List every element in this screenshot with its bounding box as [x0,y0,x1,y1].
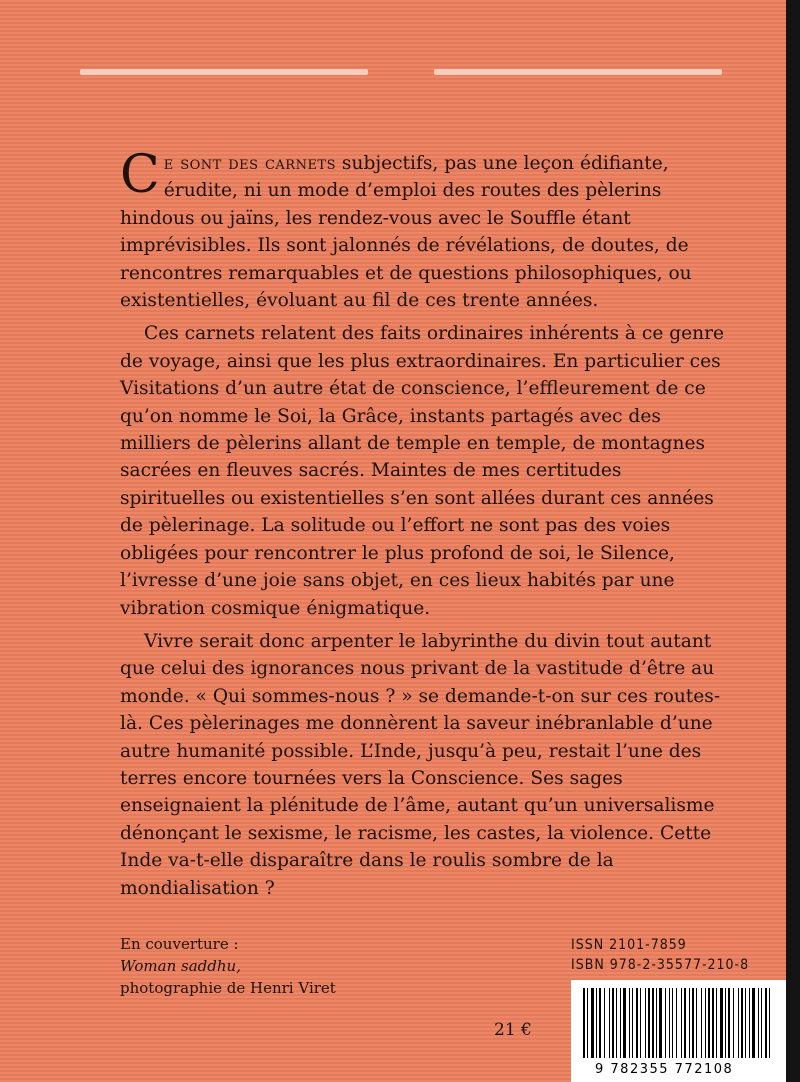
publication-codes [571,935,749,975]
opening-small-caps: e sont des carnets [163,153,337,174]
paragraph-1 [120,145,726,314]
book-spine-edge [786,0,800,1082]
barcode-digits: 9 782355 772108 [595,1062,734,1077]
credits-photographer: photographie de Henri Viret [120,979,336,997]
price: 21 € [494,1020,532,1040]
credits-label: En couverture : [120,935,239,953]
barcode-icon [581,988,777,1060]
cover-credits [120,933,336,999]
back-cover-blurb [120,145,726,908]
decorative-rule-left [80,69,368,75]
credits-title: Woman saddhu, [120,957,241,975]
issn: ISSN 2101-7859 [571,937,687,953]
drop-cap: C [120,145,160,205]
paragraph-1-text: subjectifs, pas une leçon édifiante, érudite, ni un mode d’emploi des routes des pèlerins hindous ou jaïns, les rendez-vous avec le Souffle étant imprévisibles. Ils sont jalonnés de révélations, de doutes, de rencontres remarquables et de questions philosophiques, ou existentielles, évoluant au fil de ces trente années. [120,153,692,312]
decorative-rule-right [434,69,722,75]
barcode-panel [571,980,786,1082]
paragraph-3: Vivre serait donc arpenter le labyrinthe du divin tout autant que celui des ignorances nous privant de la vastitude d’être au monde. « Qui sommes-nous ? » se demande-t-on sur ces routes-là. Ces pèlerinages me donnèrent la saveur inébranlable d’une autre humanité possible. L’Inde, jusqu’à peu, restait l’une des terres encore tournées vers la Conscience. Ses sages enseignaient la plénitude de l’âme, autant qu’un universalisme dénonçant le sexisme, le racisme, les castes, la violence. Cette Inde va-t-elle disparaître dans le roulis sombre de la mondialisation ? [120,630,721,899]
paragraph-2: Ces carnets relatent des faits ordinaires inhérents à ce genre de voyage, ainsi que les plus extraordinaires. En particulier ces Visitations d’un autre état de conscience, l’effleurement de ce qu’on nomme le Soi, la Grâce, instants partagés avec des milliers de pèlerins allant de temple en temple, de montagnes sacrées en fleuves sacrés. Maintes de mes certitudes spirituelles ou existentielles s’en sont allées durant ces années de pèlerinage. La solitude ou l’effort ne sont pas des voies obligées pour rencontrer le plus profond de soi, le Silence, l’ivresse d’une joie sans objet, en ces lieux habités par une vibration cosmique énigmatique. [120,323,725,619]
isbn: ISBN 978-2-35577-210-8 [571,957,750,973]
